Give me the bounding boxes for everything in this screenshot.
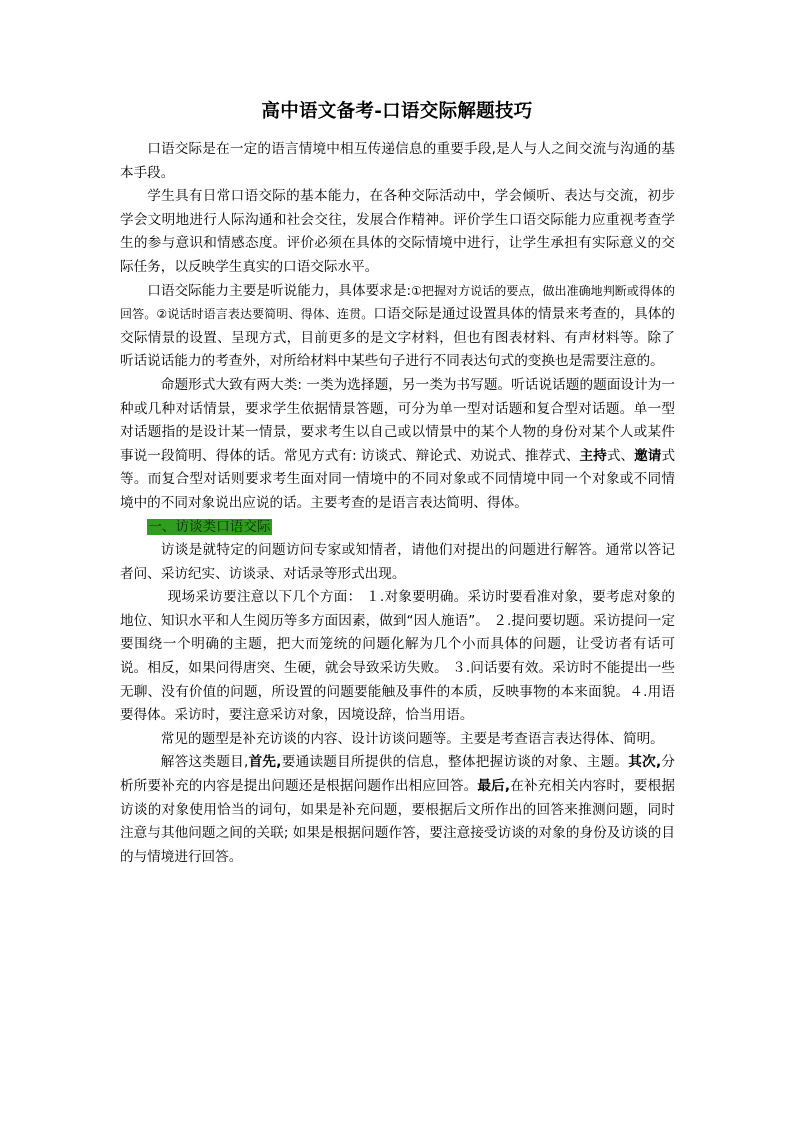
solution-lead: 解答这类题目, bbox=[160, 754, 249, 771]
forms-invite: 邀请 bbox=[634, 447, 662, 464]
solution-first: 首先, bbox=[248, 754, 282, 771]
forms-rest: 式等。而复合型对话则要求考生面对同一情境中的不同对象或不同情境中同一个对象或不同情境中的不同对象说出应说的话。主要考查的是语言表达简明、得体。 bbox=[120, 447, 676, 511]
paragraph-intro: 口语交际是在一定的语言情境中相互传递信息的重要手段,是人与人之间交流与沟通的基本手段。 bbox=[120, 141, 675, 181]
paragraph-interview-tips: 现场采访要注意以下几个方面： １.对象要明确。采访时要看准对象，要考虑对象的地位、知识水平和人生阅历等多方面因素，做到“因人施语”。 ２.提问要切题。采访提问一定要围绕一个明确的主题，把大而笼统的问题化解为几个小而具体的问题，让受访者有话可说。相反，如果问得唐突、生硬，就会导致采访失败。 ３.问话要有效。采访时不能提出一些无聊、没有价值的问题，所设置的问题要能触及事件的本质，反映事物的本来面貌。４.用语要得体。采访时，要注意采访对象，因境设辞，恰当用语。 bbox=[120, 589, 675, 724]
page-title: 高中语文备考-口语交际解题技巧 bbox=[261, 101, 533, 122]
solution-first-text: 要通读题目所提供的信息，整体把握访谈的对象、主题。 bbox=[281, 754, 629, 771]
section-heading: 一、访谈类口语交际 bbox=[148, 518, 271, 535]
forms-host: 主持 bbox=[579, 447, 607, 464]
paragraph-question-types: 常见的题型是补充访谈的内容、设计访谈问题等。主要是考查语言表达得体、简明。 bbox=[160, 730, 664, 747]
requirements-lead: 口语交际能力主要是听说能力，具体要求是: bbox=[147, 282, 412, 299]
solution-second: 其次, bbox=[628, 754, 662, 771]
requirements-detail: 口语交际是通过设置具体的情景来考查的，具体的交际情景的设置、呈现方式，目前更多的是文字材料，但也有图表材料、有声材料等。除了听话说话能力的考查外，对所给材料中某些句子进行不同表达句式的变换也是需要注意的。 bbox=[120, 306, 676, 370]
document-body bbox=[120, 138, 675, 869]
forms-text: 命题形式大致有两大类: 一类为选择题，另一类为书写题。听话说话题的题面设计为一种或几种对话情景，要求学生依据情景答题，可分为单一型对话题和复合型对话题。单一型对话题指的是设计某一情景，要求考生以自己或以情景中的某个人物的身份对某个人或某件事说一段简明、得体的话。常见方式有: 访谈式、辩论式、劝说式、推荐式、 bbox=[120, 376, 675, 464]
requirements-points: ①把握对方说话的要点，做出准确地判断或得体的回答。②说话时语言表达要简明、得体、连贯。 bbox=[120, 283, 675, 322]
paragraph-interview-def: 访谈是就特定的问题访问专家或知情者，请他们对提出的问题进行解答。通常以答记者问、采访纪实、访谈录、对话录等形式出现。 bbox=[120, 542, 675, 582]
forms-sep: 式、 bbox=[606, 447, 635, 464]
solution-last: 最后, bbox=[477, 778, 511, 795]
paragraph-solution bbox=[120, 751, 675, 869]
paragraph-question-forms bbox=[120, 374, 675, 516]
paragraph-ability: 学生具有日常口语交际的基本能力，在各种交际活动中，学会倾听、表达与交流，初步学会文明地进行人际沟通和社会交往，发展合作精神。评价学生口语交际能力应重视考查学生的参与意识和情感态度。评价必须在具体的交际情境中进行，让学生承担有实际意义的交际任务，以反映学生真实的口语交际水平。 bbox=[120, 188, 675, 275]
solution-last-text: 在补充相关内容时，要根据访谈的对象使用恰当的词句，如果是补充问题，要根据后文所作出的回答来推测问题，同时注意与其他问题之间的关联; 如果是根据问题作答，要注意接受访谈的对象的身份及访谈的目的与情境进行回答。 bbox=[120, 778, 675, 865]
section-heading-row bbox=[120, 516, 675, 540]
paragraph-requirements bbox=[120, 280, 675, 374]
solution-second-text: 分析所要补充的内容是提出问题还是根据问题作出相应回答。 bbox=[120, 754, 676, 795]
